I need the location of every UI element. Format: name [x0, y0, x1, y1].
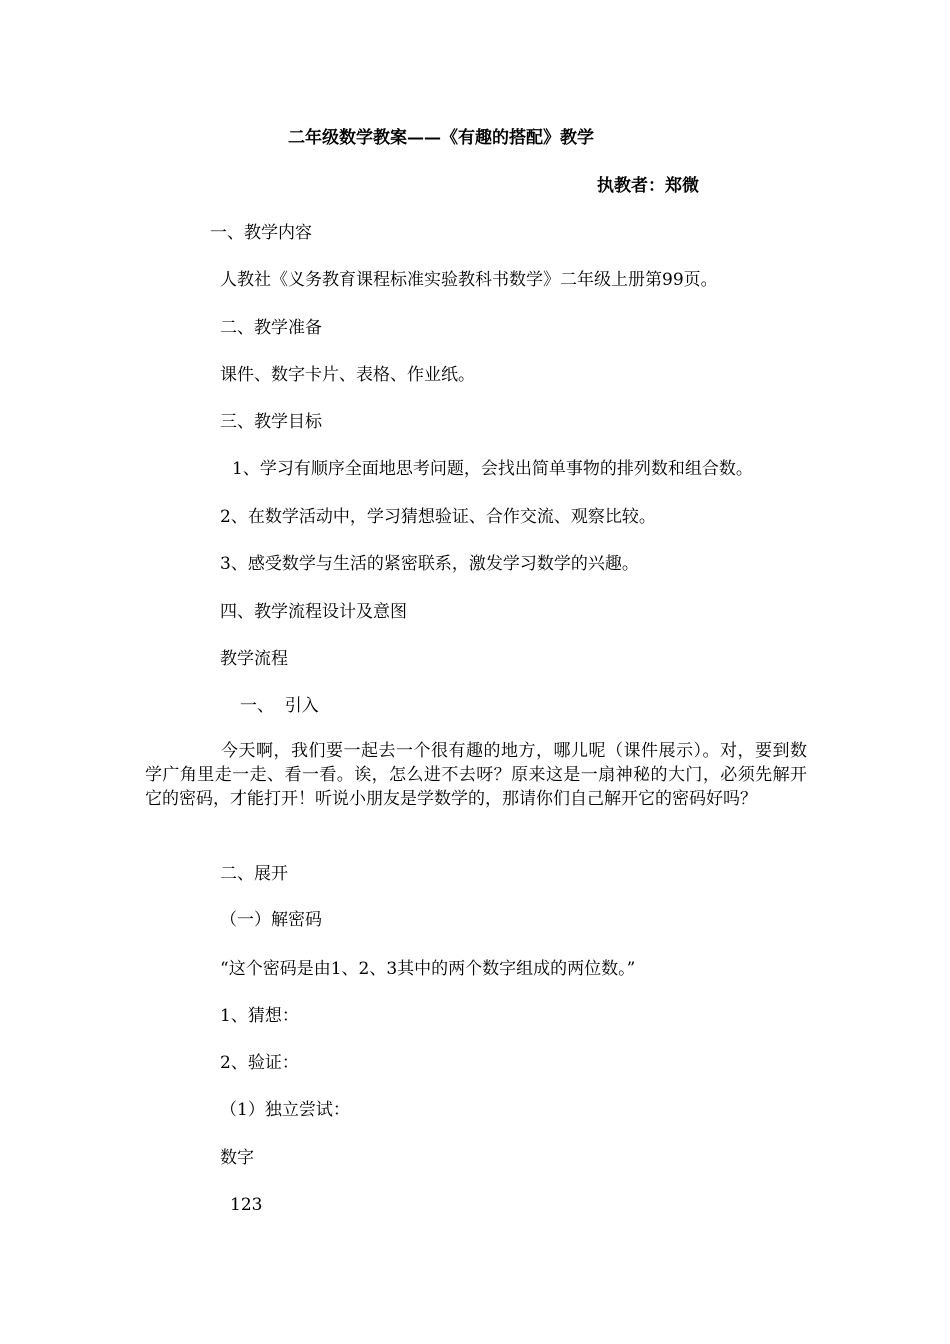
step-guess: 1、猜想： [220, 1006, 299, 1026]
goal-item: 2、在数学活动中，学习猜想验证、合作交流、观察比较。 [220, 507, 656, 527]
step-independent-try: （1）独立尝试： [220, 1100, 350, 1120]
digits-value: 123 [230, 1195, 263, 1215]
section-heading-preparation: 二、教学准备 [220, 318, 322, 338]
section-heading-flow-design: 四、教学流程设计及意图 [220, 602, 407, 622]
section-heading-content: 一、教学内容 [210, 223, 312, 243]
digits-label: 数字 [220, 1148, 254, 1168]
intro-heading: 一、 引入 [240, 696, 319, 716]
teacher-name: 执教者：郑微 [597, 176, 699, 196]
intro-paragraph: 今天啊，我们要一起去一个很有趣的地方，哪儿呢（课件展示）。对，要到数学广角里走一走、看一看。诶，怎么进不去呀？原来这是一扇神秘的大门，必须先解开它的密码，才能打开！听说小朋友是学数学的，那请你们自己解开它的密码好吗？ [145, 741, 807, 809]
password-quote: “这个密码是由1、2、3其中的两个数字组成的两位数。” [220, 959, 636, 979]
goal-item: 3、感受数学与生活的紧密联系，激发学习数学的兴趣。 [220, 554, 639, 574]
develop-heading: 二、展开 [220, 864, 288, 884]
section-text-preparation: 课件、数字卡片、表格、作业纸。 [220, 365, 475, 385]
section-heading-goals: 三、教学目标 [220, 412, 322, 432]
flow-heading: 教学流程 [220, 649, 288, 669]
document-title: 二年级数学教案——《有趣的搭配》教学 [288, 128, 594, 148]
goal-item: 1、学习有顺序全面地思考问题，会找出简单事物的排列数和组合数。 [232, 459, 753, 479]
sub-heading-password: （一）解密码 [220, 910, 322, 930]
step-verify: 2、验证： [220, 1053, 299, 1073]
section-text-content: 人教社《义务教育课程标准实验教科书数学》二年级上册第99页。 [220, 270, 718, 290]
